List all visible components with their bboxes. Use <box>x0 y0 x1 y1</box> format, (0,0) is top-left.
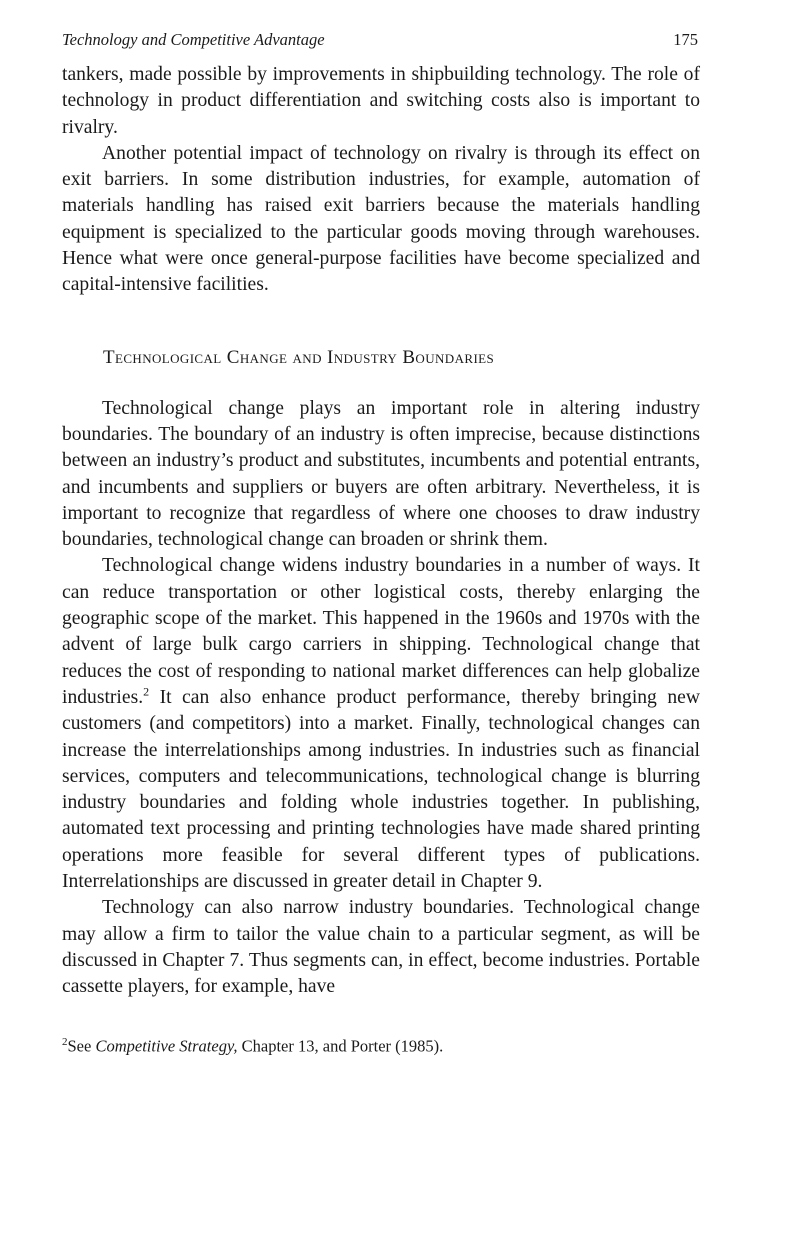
paragraph-4-text-a: Technological change widens industry boundaries in a number of ways. It can reduce transportation or other logistical costs, thereby enlarging the geographic scope of the market. This happened in the 1960s and 1970s with the advent of large bulk cargo carriers in shipping. Technological change that reduces the cost of responding to national market differences can help globalize industries. <box>62 555 700 708</box>
paragraph-3: Technological change plays an important role in altering industry boundaries. The boundary of an industry is often imprecise, because distinctions between an industry’s product and substitutes, incumbents and potential entrants, and incumbents and suppliers or buyers are often arbitrary. Nevertheless, it is important to recognize that regardless of where one chooses to draw industry boundaries, technological change can broaden or shrink them. <box>62 397 700 551</box>
section-heading: Technological Change and Industry Boundaries <box>103 346 495 368</box>
paragraph-5: Technology can also narrow industry boundaries. Technological change may allow a firm to tailor the value chain to a particular segment, as will be discussed in Chapter 7. Thus segments can, in effect, become industries. Portable cassette players, for example, have <box>62 897 700 998</box>
page-number: 175 <box>673 30 698 49</box>
footnote <box>62 1031 700 1058</box>
paragraph-4 <box>62 553 700 895</box>
paragraph-1: tankers, made possible by improvements in shipbuilding technology. The role of technology in product differentiation and switching costs also is important to rivalry. <box>62 64 700 138</box>
footnote-prefix: See <box>67 1036 96 1055</box>
footnote-reference: 2 <box>143 684 150 699</box>
running-header <box>62 30 700 50</box>
paragraph-4-text-b: It can also enhance product performance, thereby bringing new customers (and competitors) into a market. Finally, technological changes can increase the interrelationships among industries. In industries such as financial services, computers and telecommunications, technological change is blurring industry boundaries and folding whole industries together. In publishing, automated text processing and printing technologies have made shared printing operations more feasible for several different types of publications. Interrelationships are discussed in greater detail in Chapter 9. <box>62 686 700 893</box>
footnote-suffix: Chapter 13, and Porter (1985). <box>237 1036 444 1055</box>
book-page <box>62 30 700 1057</box>
footnote-book-title: Competitive Strategy, <box>95 1036 238 1055</box>
footnote-marker: 2 <box>62 1035 68 1048</box>
footnote-spacer <box>62 1001 700 1031</box>
running-title: Technology and Competitive Advantage <box>62 30 325 49</box>
paragraph-2: Another potential impact of technology on rivalry is through its effect on exit barriers. In some distribution industries, for example, automation of materials handling has raised exit barriers because the materials handling equipment is specialized to the particular goods moving through warehouses. Hence what were once general-purpose facilities have become specialized and capital-intensive facilities. <box>62 142 700 296</box>
